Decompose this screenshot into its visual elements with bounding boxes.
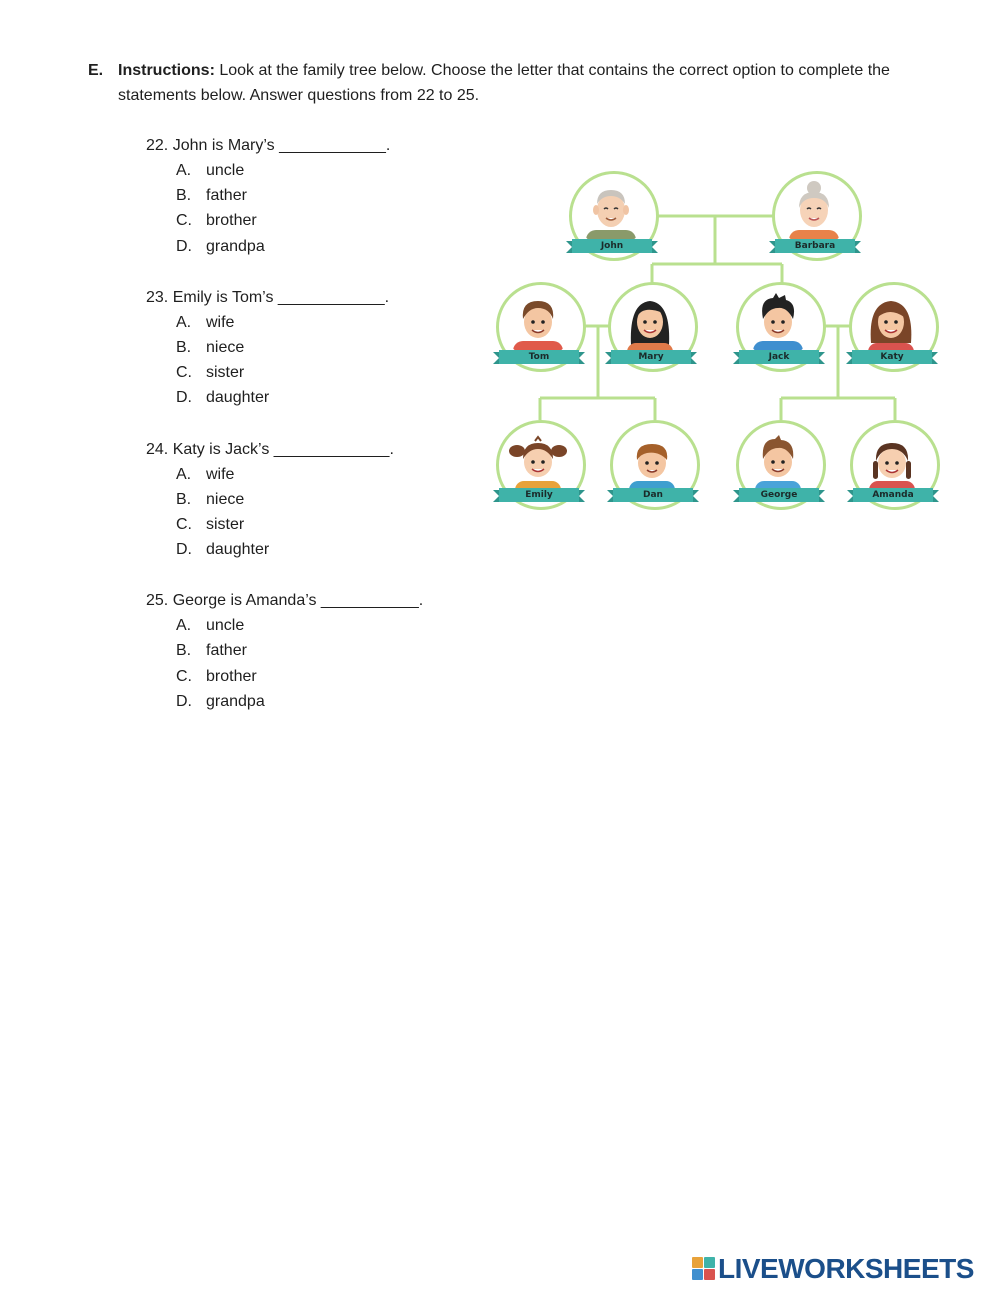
member-dan (610, 420, 700, 510)
member-mary (608, 282, 698, 372)
option-a[interactable]: A. uncle (176, 617, 245, 635)
member-george (736, 420, 826, 510)
man-avatar-icon (503, 289, 573, 359)
question-stem: 22. John is Mary’s ____________. (146, 137, 391, 154)
girl-avatar-icon (857, 427, 927, 497)
boy-avatar-icon (617, 427, 687, 497)
member-john (569, 171, 659, 261)
member-barbara (772, 171, 862, 261)
option-c[interactable]: C. brother (176, 667, 257, 685)
option-b[interactable]: B. father (176, 187, 247, 205)
member-name: Tom (528, 352, 550, 362)
option-d[interactable]: D. grandpa (176, 692, 265, 710)
woman-avatar-icon (856, 289, 926, 359)
option-b[interactable]: B. niece (176, 338, 245, 356)
option-d[interactable]: D. daughter (176, 541, 270, 559)
member-amanda (850, 420, 940, 510)
grandma-avatar-icon (779, 178, 849, 248)
question-list (146, 133, 476, 740)
option-c[interactable]: C. sister (176, 364, 245, 382)
member-name: Emily (525, 490, 553, 500)
member-emily (496, 420, 586, 510)
member-tom (496, 282, 586, 372)
option-b[interactable]: B. niece (176, 490, 245, 508)
liveworksheets-logo[interactable] (692, 1252, 974, 1286)
member-name: George (760, 490, 798, 500)
option-a[interactable]: A. wife (176, 313, 235, 331)
logo-blocks-icon (692, 1257, 716, 1281)
question-22 (146, 133, 476, 259)
member-name: Dan (643, 490, 663, 500)
question-24 (146, 437, 476, 563)
boy-avatar-icon (743, 427, 813, 497)
option-c[interactable]: C. sister (176, 515, 245, 533)
instructions-label: Instructions: (118, 62, 215, 79)
man-avatar-icon (743, 289, 813, 359)
member-name: Barbara (794, 241, 836, 251)
option-a[interactable]: A. uncle (176, 162, 245, 179)
option-d[interactable]: D. grandpa (176, 237, 265, 255)
member-jack (736, 282, 826, 372)
question-25 (146, 588, 476, 714)
option-a[interactable]: A. wife (176, 465, 235, 483)
option-c[interactable]: C. brother (176, 212, 257, 230)
family-tree (494, 168, 944, 513)
woman-avatar-icon (615, 289, 685, 359)
question-23 (146, 285, 476, 411)
instructions-block (88, 58, 958, 108)
member-name: John (600, 241, 624, 251)
girl-avatar-icon (503, 427, 573, 497)
member-name: Amanda (872, 490, 914, 500)
section-letter: E. (88, 62, 104, 79)
member-name: Jack (768, 352, 790, 362)
member-katy (849, 282, 939, 372)
logo-text: LIVEWORKSHEETS (718, 1253, 974, 1284)
member-name: Katy (880, 352, 904, 362)
instructions-text: Look at the family tree below. Choose the letter that contains the correct option to complete the statements below. Answer questions from 22 to 25. (118, 62, 890, 104)
question-stem: 24. Katy is Jack’s _____________. (146, 440, 394, 458)
member-name: Mary (638, 352, 664, 362)
question-stem: 23. Emily is Tom’s ____________. (146, 288, 390, 306)
instructions (118, 58, 958, 108)
grandpa-avatar-icon (576, 178, 646, 248)
question-stem: 25. George is Amanda’s ___________. (146, 592, 424, 610)
option-b[interactable]: B. father (176, 642, 247, 660)
option-d[interactable]: D. daughter (176, 389, 270, 407)
